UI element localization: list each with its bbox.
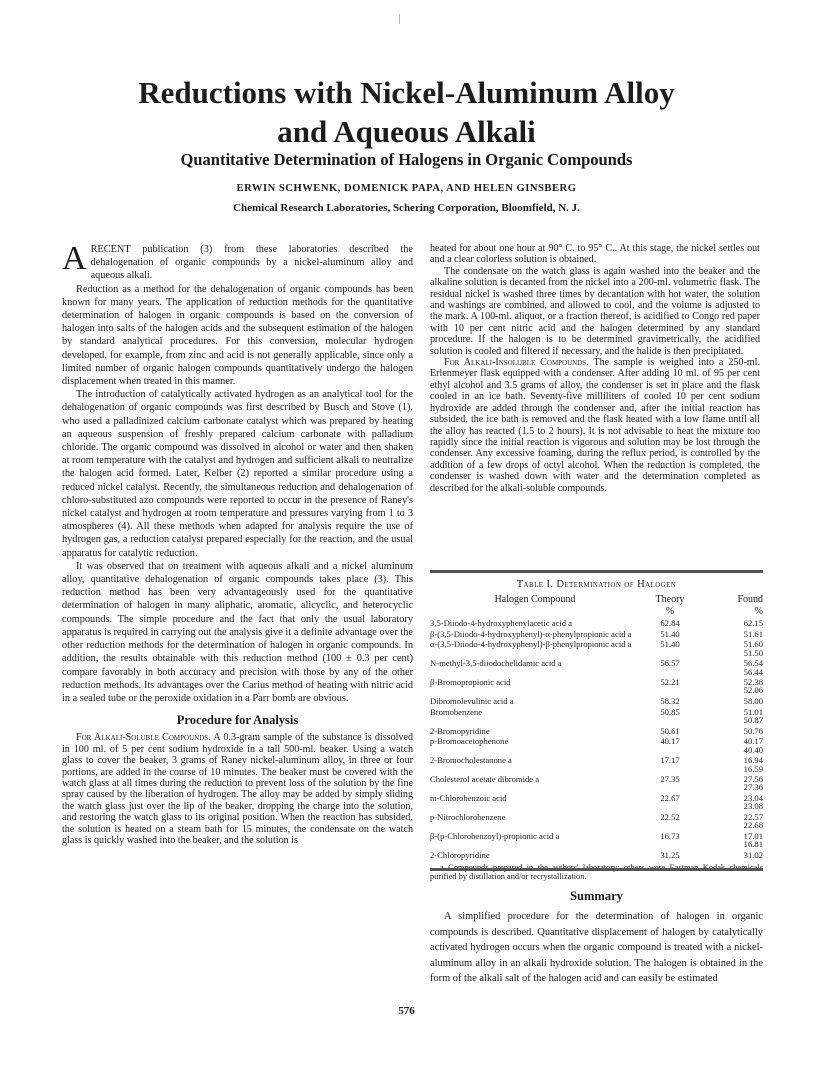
intro-paragraph: ARECENT publication (3) from these laboratories described the dehalogenation of organic compounds by a nickel-aluminum alloy and aqueous alkali. bbox=[62, 240, 413, 282]
table-row bbox=[430, 756, 763, 772]
found-value: 17.01 bbox=[743, 830, 763, 841]
found-value: 56.44 bbox=[743, 666, 763, 677]
insoluble-paragraph: For Alkali-Insoluble Compounds. The sample is weighed into a 250-ml. Erlenmeyer flask equipped with a condenser. After adding 10 ml. of 95 per cent ethyl alcohol and 3.5 grams of alloy, the condenser is set in place and the flask cooled in an ice bath. Seventy-five milliliters of cooled 10 per cent sodium hydroxide are added through the condenser and, after the initial reaction has subsided, the ice bath is removed and the flask heated with a low flame until all the alloy has reacted (1.5 to 2 hours). It is not advisable to heat the mixture too rapidly since the initial reaction is vigorous and solution may be lost through the condenser. Any excessive foaming, during the reflux period, is controlled by the addition of a few drops of octyl alcohol. When the reduction is completed, the condenser is washed down with water and the determination completed as described for the alkali-soluble compounds. bbox=[430, 357, 761, 494]
compound-cell: 2-Bromocholestanone a bbox=[430, 755, 512, 766]
found-cell bbox=[700, 708, 763, 724]
insoluble-run-in-heading: For Alkali-Insoluble Compounds. bbox=[444, 357, 589, 369]
compound-cell: Dibromolevulinic acid a bbox=[430, 696, 514, 707]
table-row bbox=[430, 630, 763, 638]
table-row bbox=[430, 851, 763, 859]
procedure-section bbox=[62, 714, 413, 846]
author-list: ERWIN SCHWENK, DOMENICK PAPA, AND HELEN GINSBERG bbox=[236, 183, 577, 194]
found-value: 16.81 bbox=[743, 839, 763, 850]
found-value: 27.36 bbox=[743, 782, 763, 793]
table-footnote: purified by distillation and/or recrystallization. bbox=[430, 872, 587, 882]
found-value: 16.94 bbox=[743, 755, 763, 766]
found-cell bbox=[700, 697, 763, 705]
theory-cell: 27.35 bbox=[660, 774, 680, 785]
found-value: 52.38 bbox=[743, 677, 763, 688]
article-title-line-1: Reductions with Nickel-Aluminum Alloy bbox=[138, 75, 675, 110]
table-row bbox=[430, 794, 763, 810]
theory-cell: 40.17 bbox=[660, 736, 680, 747]
page-number: 576 bbox=[398, 1005, 415, 1017]
found-value: 51.60 bbox=[743, 639, 763, 650]
compound-cell: p-Nitrochlorobenzene bbox=[430, 812, 506, 823]
procedure-run-in-heading: For Alkali-Soluble Compounds. bbox=[76, 732, 211, 744]
table-row bbox=[430, 813, 763, 829]
summary-heading: Summary bbox=[570, 889, 623, 903]
theory-cell: 17.17 bbox=[660, 755, 680, 766]
top-mark bbox=[399, 14, 400, 24]
found-value: 22.57 bbox=[743, 812, 763, 823]
drop-cap: A bbox=[62, 240, 87, 277]
body-paragraph: The introduction of catalytically activated hydrogen as an analytical tool for the dehalogenation of organic compounds was first described by Busch and Stove (1), who used a palladinized calcium carbonate catalyst which was prepared by heating an aqueous suspension of freshly prepared calcium carbonate with palladium chloride. The organic compound was dissolved in alcohol or water and then shaken at room temperature with the catalyst and hydrogen and sufficient alkali to neutralize the halogen acid formed. Later, Kelber (2) reported a similar procedure using a reduced nickel catalyst. Recently, the simultaneous reduction and dehalogenation of chloro-substituted azo compounds were reported to occur in the presence of Raney's nickel catalyst and hydrogen at room temperature and pressures varying from 1 to 3 atmospheres (4). All these methods when adapted for analysis require the use of hydrogen gas, a reduction catalyst prepared especially for the reaction, and the usual apparatus for catalytic reduction. bbox=[62, 389, 413, 559]
table-row bbox=[430, 727, 763, 735]
table-row bbox=[430, 737, 763, 753]
found-cell bbox=[700, 678, 763, 694]
article-title-line-2: and Aqueous Alkali bbox=[277, 114, 536, 149]
theory-cell: 50.61 bbox=[660, 725, 680, 736]
found-value: 58.00 bbox=[743, 696, 763, 707]
compound-cell: Cholesterol acetate dibromide a bbox=[430, 774, 540, 785]
summary-section bbox=[430, 889, 763, 986]
halogen-table bbox=[430, 579, 763, 882]
compound-cell: β-(p-Chlorobenzoyl)-propionic acid a bbox=[430, 830, 560, 841]
found-cell bbox=[700, 756, 763, 772]
procedure-paragraph: For Alkali-Soluble Compounds. A 0.3-gram sample of the substance is dissolved in 100 ml. of 5 per cent sodium hydroxide in a tall 500-ml. beaker. Using a watch glass to cover the beaker, 3 grams of Raney nickel-aluminum alloy, in three or four portions, are added in the course of 10 minutes. The beaker must be covered with the watch glass at all times during the reduction to prevent loss of the solution by the fine spray caused by the liberation of hydrogen. The alloy may be added by simply sliding the watch glass just over the lip of the beaker, dropping the charge into the solution, and restoring the watch glass to its original position. When the reaction has subsided, the solution is heated on a steam bath for 15 minutes, the condensate on the watch glass is quickly washed into the beaker, and the solution is bbox=[62, 732, 414, 846]
compound-cell: p-Bromoacetophenone bbox=[430, 736, 509, 747]
left-column bbox=[62, 240, 414, 846]
found-value: 23.08 bbox=[743, 801, 763, 812]
affiliation: Chemical Research Laboratories, Schering Corporation, Bloomfield, N. J. bbox=[233, 202, 580, 214]
found-cell bbox=[700, 851, 763, 859]
found-cell bbox=[700, 813, 763, 829]
table-title: Table I. Determination of Halogen bbox=[516, 579, 677, 590]
procedure-heading: Procedure for Analysis bbox=[176, 713, 299, 728]
compound-cell: α-(3,5-Diiodo-4-hydroxyphenyl)-β-phenylpropionic acid a bbox=[430, 639, 632, 650]
compound-cell: 2-Chloropyridine bbox=[430, 849, 490, 860]
body-paragraph: It was observed that on treatment with aqueous alkali and a nickel aluminum alloy, quantitative dehalogenation of organic compounds takes place (3). This reduction method has been very advantageously used for the quantitative determination of halogen in many aliphatic, aromatic, alicyclic, and heterocyclic compounds. The simple procedure and the fact that only the usual laboratory apparatus is required in carrying out the analysis give it a definite advantage over the other reduction methods for the determination of halogen in organic compounds. In addition, the results obtainable with this reduction method (100 ± 0.3 per cent) compare favorably in both accuracy and precision with those by any of the other reduction methods. Its advantages over the Carius method of heating with nitric acid in a sealed tube or the peroxide oxidation in a Parr bomb are obvious. bbox=[62, 560, 413, 704]
column-header-theory: Theory bbox=[655, 594, 685, 605]
theory-cell: 52.21 bbox=[660, 677, 680, 688]
found-value: 51.50 bbox=[743, 647, 763, 658]
found-value: 51.61 bbox=[743, 628, 763, 639]
theory-cell: 50.85 bbox=[660, 706, 680, 717]
table-row bbox=[430, 697, 763, 705]
column-header-found: Found bbox=[737, 594, 763, 605]
found-value: 51.01 bbox=[743, 706, 763, 717]
theory-cell: 51.40 bbox=[660, 628, 680, 639]
found-cell bbox=[700, 775, 763, 791]
right-column bbox=[430, 243, 760, 494]
summary-paragraph: A simplified procedure for the determination of halogen in organic compounds is described. Quantitative displacement of halogen by catalytically activated hydrogen occurs when the organic compound is treated with a nickel-aluminum alloy in an alkali hydroxide solution. The halogen is obtained in the form of the alkali salt of the halogen acid and can easily be estimated bbox=[430, 911, 763, 985]
found-cell bbox=[700, 737, 763, 753]
found-cell bbox=[700, 727, 763, 735]
compound-cell: β-(3,5-Diiodo-4-hydroxyphenyl)-α-phenylpropionic acid a bbox=[430, 628, 632, 639]
found-cell bbox=[700, 630, 763, 638]
theory-cell: 51.40 bbox=[660, 639, 680, 650]
table-row bbox=[430, 708, 763, 724]
theory-cell: 16.73 bbox=[660, 830, 680, 841]
found-cell bbox=[700, 659, 763, 675]
body-paragraph: The condensate on the watch glass is again washed into the beaker and the alkaline solution is decanted from the nickel into a 200-ml. volumetric flask. The residual nickel is washed three times by decantation with hot water, the solution and washings are combined, and allowed to cool, and the volume is adjusted to the mark. A 100-ml. aliquot, or a fraction thereof, is acidified to Congo red paper with 10 per cent nitric acid and the halogen determined by any standard procedure. If the halogen is to be determined gravimetrically, the acidified solution is cooled and filtered if necessary, and the halide is then precipitated. bbox=[430, 265, 760, 357]
found-value: 40.17 bbox=[743, 736, 763, 747]
found-value: 22.68 bbox=[743, 820, 763, 831]
theory-cell: 22.67 bbox=[660, 793, 680, 804]
compound-cell: 2-Bromopyridine bbox=[430, 725, 490, 736]
found-value: 31.02 bbox=[743, 849, 763, 860]
body-paragraph: heated for about one hour at 90° C. to 95° C.. At this stage, the nickel settles out and a clear colorless solution is obtained. bbox=[430, 243, 760, 266]
compound-cell: m-Chlorobenzoic acid bbox=[430, 793, 507, 804]
found-value: 62.15 bbox=[743, 618, 763, 628]
unit-theory: % bbox=[665, 606, 675, 617]
found-value: 50.87 bbox=[743, 715, 763, 726]
theory-cell: 31.25 bbox=[660, 849, 680, 860]
found-value: 23.04 bbox=[743, 793, 763, 804]
theory-cell: 56.57 bbox=[660, 658, 680, 669]
theory-cell: 22.52 bbox=[660, 812, 680, 823]
table-row bbox=[430, 619, 763, 627]
unit-found: % bbox=[754, 606, 763, 617]
body-paragraph: Reduction as a method for the dehalogenation of organic compounds has been known for many years. The application of reduction methods for the quantitative determination of halogen in organic compounds is based on the conversion of halogen into salts of the halogen acids and the subsequent estimation of the halogen by standard analytical procedures. For this conversion, molecular hydrogen developed, for example, from zinc and acid is not generally applicable, since only a limited number of organic halogen compounds quantitatively undergo the halogen displacement when treated in this manner. bbox=[62, 283, 413, 388]
found-cell bbox=[700, 832, 763, 848]
found-value: 52.06 bbox=[743, 685, 763, 696]
found-cell bbox=[700, 794, 763, 810]
column-header-compound: Halogen Compound bbox=[494, 594, 576, 605]
theory-cell: 58.32 bbox=[660, 696, 680, 707]
theory-cell: 62.84 bbox=[660, 618, 680, 628]
found-value: 56.54 bbox=[743, 658, 763, 669]
compound-cell: 3,5-Diiodo-4-hydroxyphenylacetic acid a bbox=[430, 618, 572, 628]
table-top-rule bbox=[430, 570, 763, 573]
table-row bbox=[430, 659, 763, 675]
table-row bbox=[430, 640, 763, 656]
compound-cell: N-methyl-3,5-diiodochelidamic acid a bbox=[430, 658, 562, 669]
table-unit-row bbox=[430, 606, 763, 617]
found-value: 16.59 bbox=[743, 763, 763, 774]
found-cell bbox=[700, 619, 763, 627]
found-value: 27.56 bbox=[743, 774, 763, 785]
table-bottom-rule bbox=[430, 868, 763, 871]
table-row bbox=[430, 832, 763, 848]
table-header-row bbox=[430, 594, 763, 605]
table-row bbox=[430, 775, 763, 791]
found-cell bbox=[700, 640, 763, 656]
article-subtitle: Quantitative Determination of Halogens in Organic Compounds bbox=[180, 150, 633, 169]
found-value: 40.40 bbox=[743, 744, 763, 755]
compound-cell: Bromobenzene bbox=[430, 706, 483, 717]
table-body bbox=[430, 619, 763, 859]
table-row bbox=[430, 678, 763, 694]
found-value: 50.76 bbox=[743, 725, 763, 736]
compound-cell: β-Bromopropionic acid bbox=[430, 677, 511, 688]
